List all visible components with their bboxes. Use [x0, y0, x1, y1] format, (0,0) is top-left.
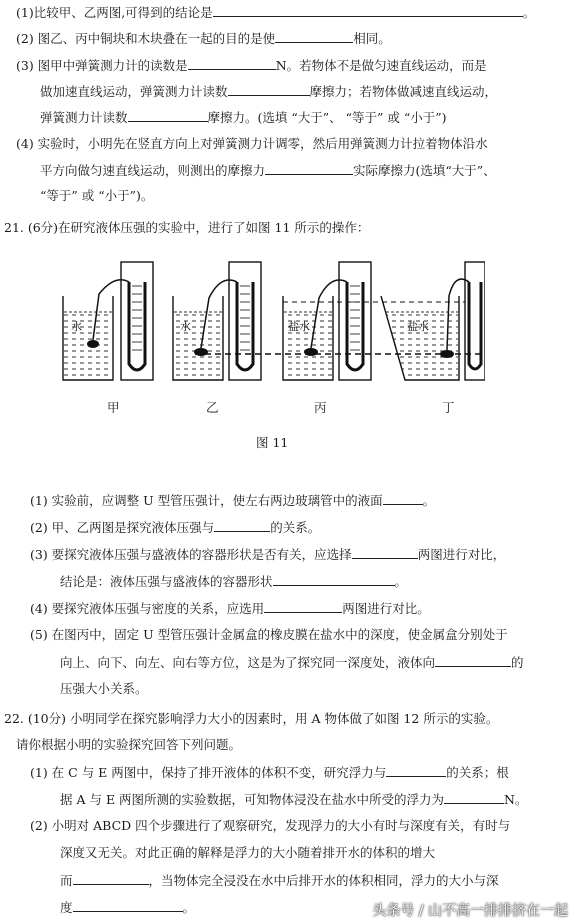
q20-part3-line1: (3) 图甲中弹簧测力计的读数是 N。若物体不是做匀速直线运动，而是 — [16, 58, 487, 73]
liquid-label: 水 — [71, 320, 82, 333]
q21-part2: (2) 甲、乙两图是探究液体压强与 的关系。 — [30, 520, 321, 535]
figure-caption: 图 11 — [256, 435, 289, 450]
figure-label-ding: 丁 — [442, 400, 455, 415]
beaker-yi — [173, 296, 223, 380]
answer-blank[interactable] — [213, 4, 523, 17]
answer-blank[interactable] — [73, 872, 149, 885]
q22-heading-line2: 请你根据小明的实验探究回答下列问题。 — [16, 737, 242, 752]
liquid-label: 盐水 — [288, 320, 310, 333]
q21-part3-line2: 结论是：液体压强与盛液体的容器形状 。 — [60, 574, 408, 589]
q21-part4: (4) 要探究液体压强与密度的关系，应选用 两图进行对比。 — [30, 601, 430, 616]
q21-part1: (1) 实验前，应调整 U 型管压强计，使左右两边玻璃管中的液面 。 — [30, 493, 436, 508]
q21-heading: 21. (6分)在研究液体压强的实验中，进行了如图 11 所示的操作： — [4, 220, 370, 235]
watermark: 头条号 / 山不高一排排挤在一起 — [372, 903, 568, 919]
q21-part5-line1: (5) 在图丙中，固定 U 型管压强计金属盒的橡皮膜在盐水中的深度，使金属盒分别处于 — [30, 627, 508, 642]
answer-blank[interactable] — [73, 899, 183, 912]
answer-blank[interactable] — [435, 654, 511, 667]
q20-part4-line1: (4) 实验时，小明先在竖直方向上对弹簧测力计调零，然后用弹簧测力计拉着物体沿水 — [16, 136, 488, 151]
answer-blank[interactable] — [214, 519, 270, 532]
q22-part2-line1: (2) 小明对 ABCD 四个步骤进行了观察研究，发现浮力的大小有时与深度有关，有时与 — [30, 818, 511, 833]
figure-11-diagram — [55, 252, 485, 392]
q22-part1-line1: (1) 在 C 与 E 两图中，保持了排开液体的体积不变，研究浮力与 的关系；根 — [30, 765, 509, 780]
figure-label-bing: 丙 — [314, 400, 327, 415]
beaker-jia — [63, 296, 113, 380]
answer-blank[interactable] — [273, 573, 395, 586]
q22-heading: 22. (10分) 小明同学在探究影响浮力大小的因素时，用 A 物体做了如图 12 所示的实验。 — [4, 711, 499, 726]
answer-blank[interactable] — [228, 83, 310, 96]
answer-blank[interactable] — [352, 546, 418, 559]
figure-label-yi: 乙 — [206, 400, 219, 415]
answer-blank[interactable] — [383, 492, 423, 505]
q20-part3-line3: 弹簧测力计读数 摩擦力。(选填 “大于”、 “等于” 或 “小于”) — [40, 110, 447, 125]
q22-part2-line4: 度 。 — [60, 900, 196, 915]
q20-part2: (2) 图乙、丙中铜块和木块叠在一起的目的是使 相同。 — [16, 31, 391, 46]
q22-part2-line2: 深度又无关。对此正确的解释是浮力的大小随着排开水的体积的增大 — [60, 845, 436, 860]
beaker-bing — [283, 296, 333, 380]
q22-part1-line2: 据 A 与 E 两图所测的实验数据，可知物体浸没在盐水中所受的浮力为 N。 — [60, 792, 528, 807]
liquid-label: 水 — [180, 320, 191, 333]
figure-label-jia: 甲 — [107, 400, 120, 415]
q21-part5-line3: 压强大小关系。 — [60, 681, 148, 696]
answer-blank[interactable] — [264, 600, 342, 613]
q20-part3-line2: 做加速直线运动，弹簧测力计读数 摩擦力；若物体做减速直线运动， — [40, 84, 498, 99]
answer-blank[interactable] — [386, 764, 446, 777]
answer-blank[interactable] — [444, 791, 504, 804]
answer-blank[interactable] — [188, 57, 276, 70]
q21-part5-line2: 向上、向下、向左、向右等方位，这是为了探究同一深度处，液体向 的 — [60, 655, 524, 670]
q20-part4-line2: 平方向做匀速直线运动，则测出的摩擦力 实际摩擦力(选填“大于”、 — [40, 163, 496, 178]
answer-blank[interactable] — [128, 109, 208, 122]
q20-part4-line3: “等于” 或 “小于”)。 — [40, 188, 154, 203]
answer-blank[interactable] — [275, 30, 353, 43]
q20-part1: (1)比较甲、乙两图,可得到的结论是 。 — [16, 5, 536, 20]
answer-blank[interactable] — [265, 162, 353, 175]
q21-part3-line1: (3) 要探究液体压强与盛液体的容器形状是否有关，应选择 两图进行对比， — [30, 547, 506, 562]
liquid-label: 盐水 — [407, 320, 429, 333]
q22-part2-line3: 而 ，当物体完全浸没在水中后排开水的体积相同，浮力的大小与深 — [60, 873, 499, 888]
